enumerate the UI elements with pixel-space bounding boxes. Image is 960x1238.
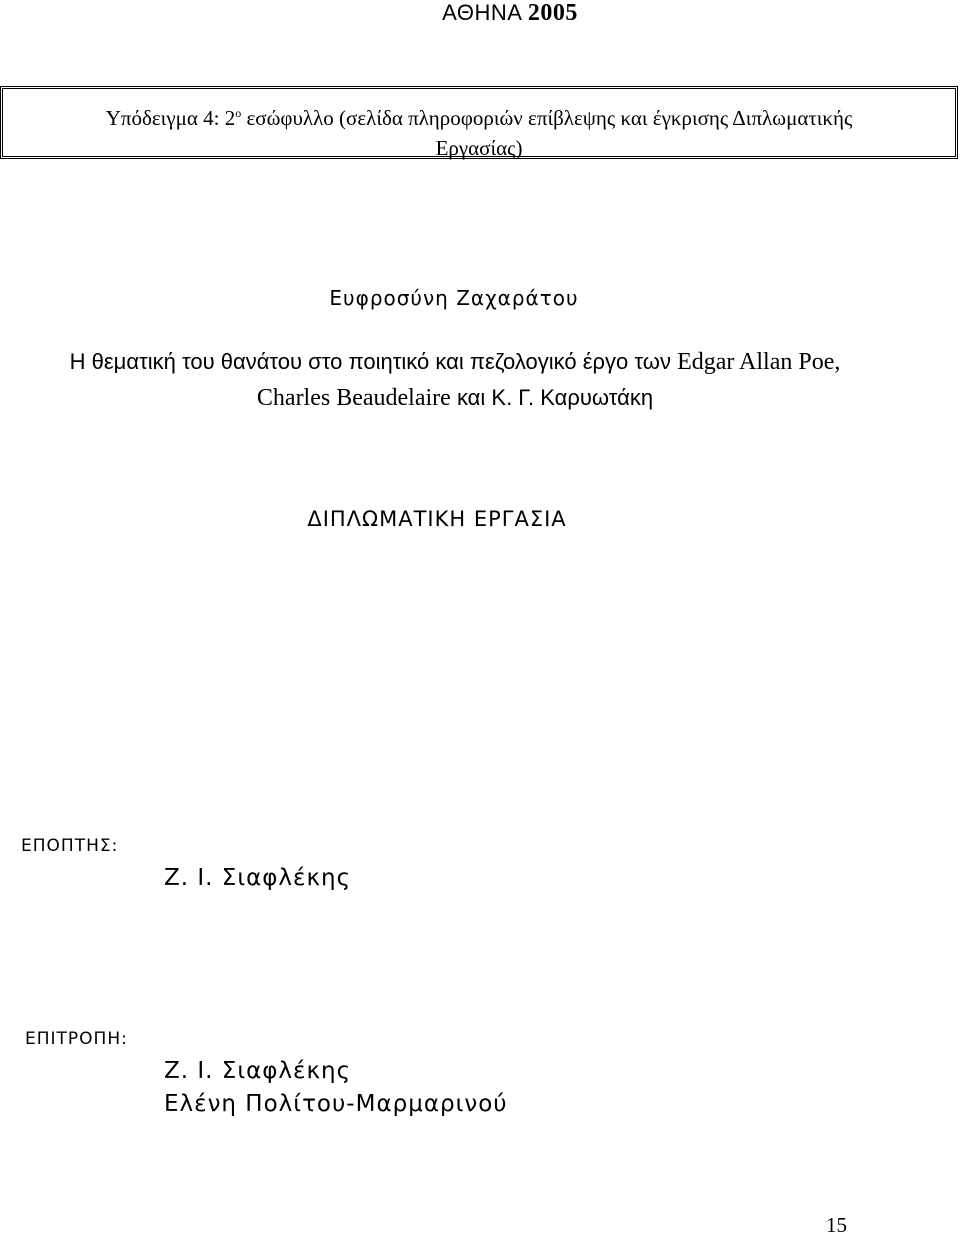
committee-member: Ζ. Ι. Σιαφλέκης — [164, 1058, 352, 1084]
title-part-greek-2: και Κ. Γ. Καρυωτάκη — [450, 385, 654, 410]
thesis-title — [40, 344, 870, 416]
header-year: 2005 — [527, 0, 578, 26]
header-city: ΑΘΗΝΑ — [442, 0, 522, 25]
committee-label: ΕΠΙΤΡΟΠΗ: — [25, 1029, 128, 1049]
template-note-text — [5, 98, 953, 163]
thesis-type-label: ΔΙΠΛΩΜΑΤΙΚΗ ΕΡΓΑΣΙΑ — [307, 507, 567, 531]
author-name: Ευφροσύνη Ζαχαράτου — [329, 286, 579, 310]
note-prefix: Υπόδειγμα 4: 2 — [105, 106, 236, 130]
header-city-year — [0, 0, 960, 27]
note-superscript: ο — [235, 106, 242, 120]
title-part-latin-2: Charles Beaudelaire — [256, 385, 451, 411]
title-part-greek-1: Η θεματική του θανάτου στο ποιητικό και πεζολογικό έργο των — [69, 349, 678, 374]
note-line1-rest: εσώφυλλο (σελίδα πληροφοριών επίβλεψης και έγκρισης Διπλωματικής — [241, 106, 853, 130]
supervisor-label: ΕΠΟΠΤΗΣ: — [21, 836, 119, 856]
page-number: 15 — [826, 1213, 847, 1237]
supervisor-name: Ζ. Ι. Σιαφλέκης — [164, 865, 352, 891]
title-part-latin-1: Edgar Allan Poe, — [677, 349, 841, 375]
template-note-box — [0, 86, 958, 159]
note-line2: Εργασίας) — [435, 136, 523, 160]
committee-member: Ελένη Πολίτου-Μαρμαρινού — [164, 1091, 508, 1117]
